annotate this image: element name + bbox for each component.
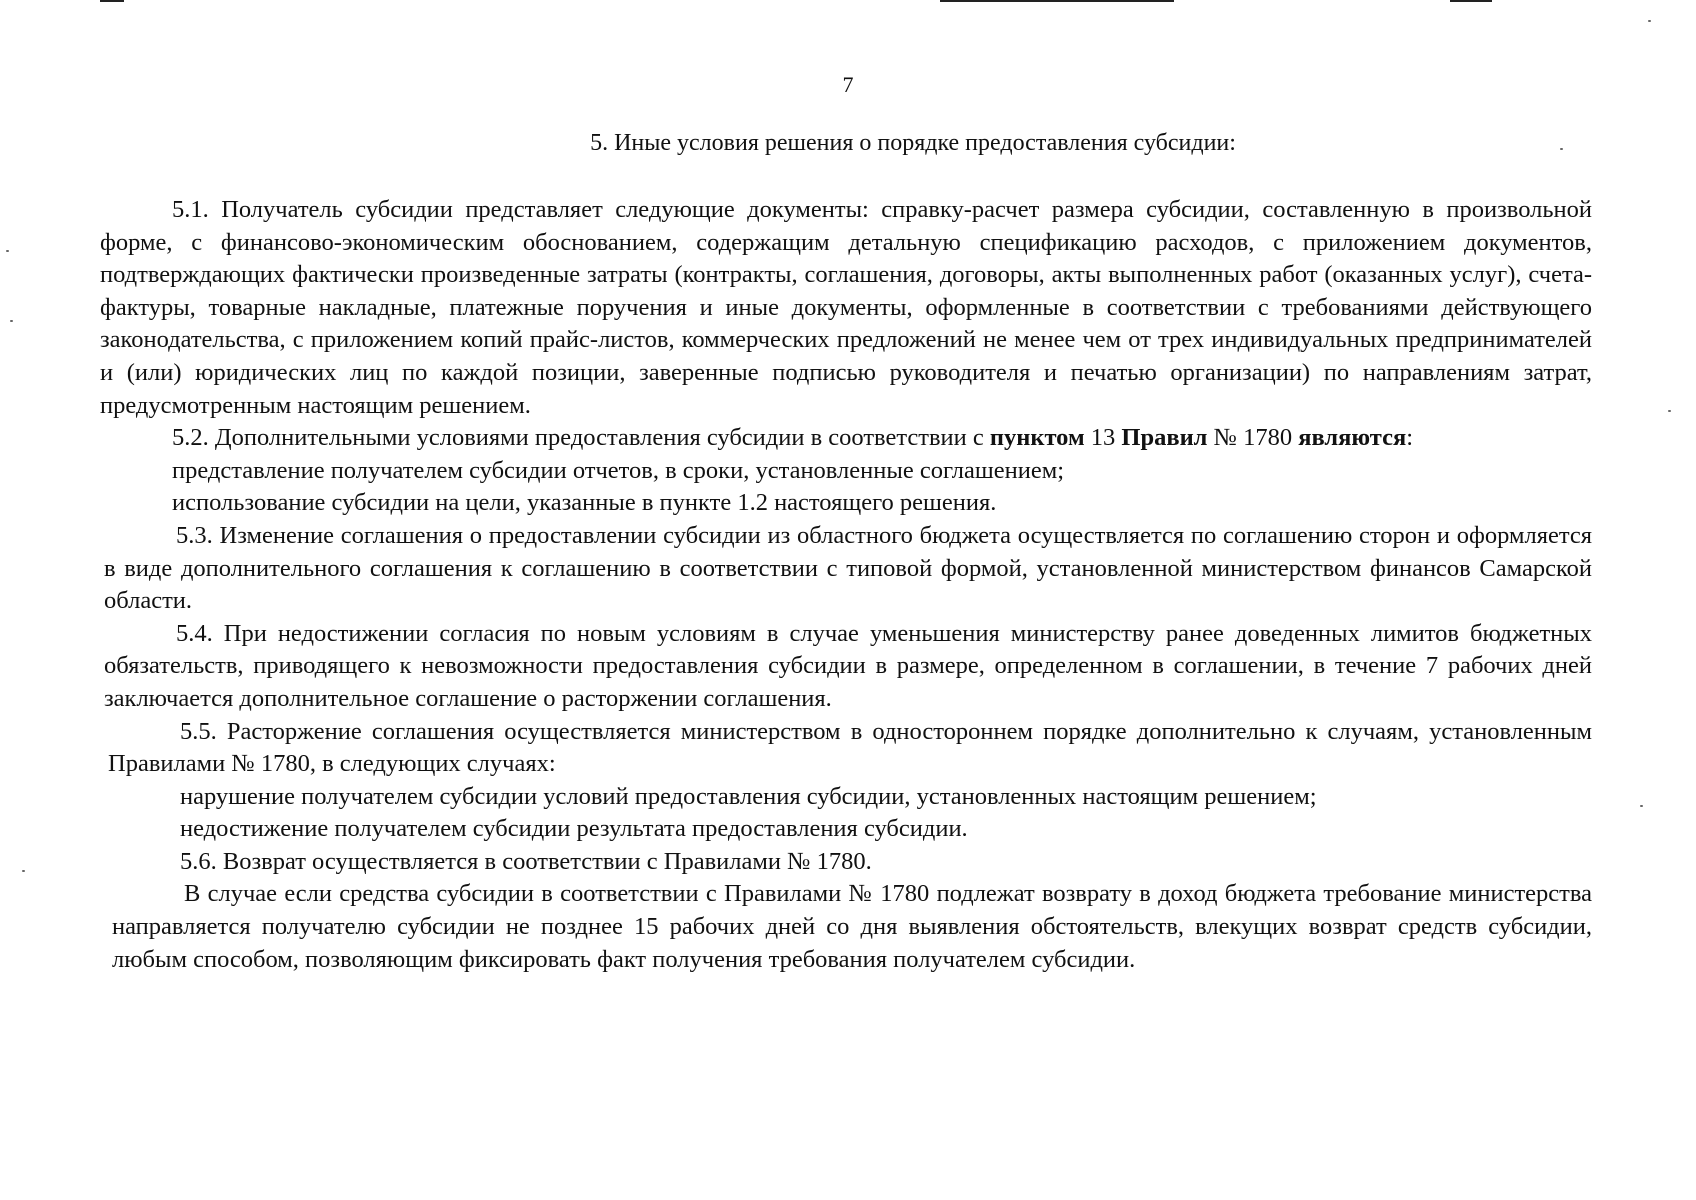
paragraph-5-1: 5.1. Получатель субсидии представляет следующие документы: справку-расчет размера субсидии, составленную в произвольной форме, с финансово-экономическим обоснованием, содержащим детальную спецификацию расходов, с приложением документов, подтверждающих фактически произведенные затраты (контракты, соглашения, договоры, акты выполненных работ (оказанных услуг), счета-фактуры, товарные накладные, платежные поручения и иные документы, оформленные в соответствии с требованиями действующего законодательства, с приложением копий прайс-листов, коммерческих предложений не менее чем от трех индивидуальных предпринимателей и (или) юридических лиц по каждой позиции, заверенные подписью руководителя и печатью организации) по направлениям затрат, предусмотренным настоящим решением.	[100, 196, 1592, 419]
scan-rule-top-center	[940, 0, 1174, 2]
scan-speck	[22, 870, 25, 872]
page-number: 7	[842, 72, 854, 97]
scan-rule-top-right	[1450, 0, 1492, 2]
scan-rule-top-left	[100, 0, 124, 2]
list-item-5-2-1: представление получателем субсидии отчетов, в сроки, установленные соглашением;	[172, 456, 1065, 484]
scan-speck	[1640, 805, 1643, 807]
paragraph-5-6: 5.6. Возврат осуществляется в соответствии с Правилами № 1780.	[180, 847, 872, 875]
paragraph-5-4: 5.4. При недостижении согласия по новым условиям в случае уменьшения министерству ранее доведенных лимитов бюджетных обязательств, приводящего к невозможности предоставления субсидии в размере, определенном в соглашении, в течение 7 рабочих дней заключается дополнительное соглашение о расторжении соглашения.	[104, 619, 1592, 712]
bold-word-pravil: Правил	[1121, 424, 1208, 452]
section-heading: 5. Иные условия решения о порядке предоставления субсидии:	[590, 130, 1236, 156]
list-item-5-2-2: использование субсидии на цели, указанные в пункте 1.2 настоящего решения.	[172, 489, 997, 517]
paragraph-5-2	[100, 422, 1592, 455]
list-item-5-5-1: нарушение получателем субсидии условий предоставления субсидии, установленных настоящим решением;	[180, 782, 1317, 810]
bold-word-yavlyayutsya: являются	[1298, 424, 1407, 452]
scan-speck	[10, 320, 13, 322]
list-item-5-5-2: недостижение получателем субсидии результата предоставления субсидии.	[180, 815, 968, 843]
paragraph-5-3: 5.3. Изменение соглашения о предоставлении субсидии из областного бюджета осуществляется по соглашению сторон и оформляется в виде дополнительного соглашения к соглашению в соответствии с типовой формой, установленной министерством финансов Самарской области.	[104, 521, 1592, 615]
paragraph-5-2-text: 5.2. Дополнительными условиями предоставления субсидии в соответствии с	[172, 424, 990, 452]
scan-speck	[1648, 20, 1651, 22]
document-body	[100, 194, 1592, 976]
scan-speck	[1668, 410, 1671, 412]
paragraph-5-2-text: :	[1406, 424, 1414, 452]
bold-word-punktom: пунктом	[989, 424, 1085, 452]
paragraph-5-2-text: № 1780	[1207, 424, 1299, 452]
paragraph-5-5: 5.5. Расторжение соглашения осуществляется министерством в одностороннем порядке дополнительно к случаям, установленным Правилами № 1780, в следующих случаях:	[108, 717, 1592, 778]
paragraph-5-2-text: 13	[1084, 424, 1122, 452]
scan-speck	[6, 250, 9, 252]
paragraph-return-requirement: В случае если средства субсидии в соответствии с Правилами № 1780 подлежат возврату в доход бюджета требование министерства направляется получателю субсидии не позднее 15 рабочих дней со дня выявления обстоятельств, влекущих возврат средств субсидии, любым способом, позволяющим фиксировать факт получения требования получателем субсидии.	[112, 880, 1592, 973]
